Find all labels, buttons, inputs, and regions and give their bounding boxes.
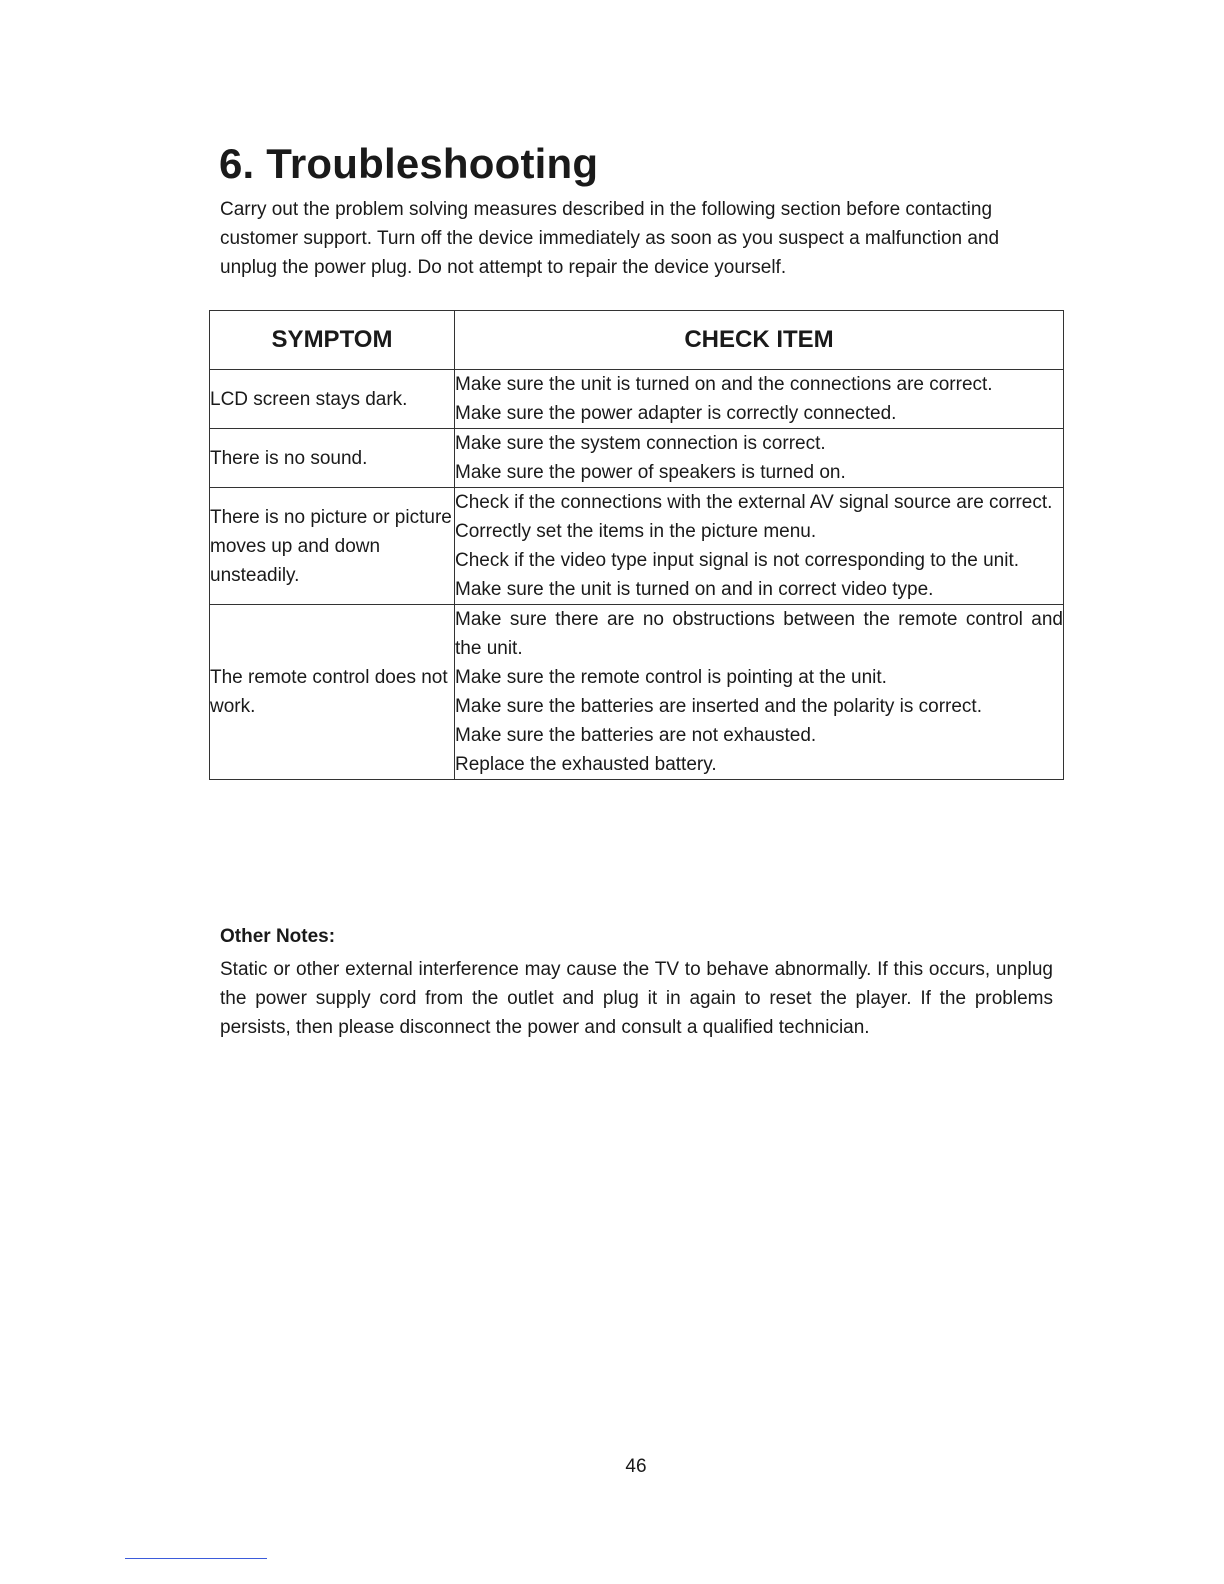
check-item: Check if the connections with the external AV signal source are correct. — [455, 492, 1053, 513]
check-item: Make sure the batteries are inserted and the polarity is correct. — [455, 696, 982, 717]
check-cell — [455, 429, 1064, 488]
intro-paragraph: Carry out the problem solving measures described in the following section before contacting customer support. Turn off the device immediately as soon as you suspect a malfunction and unplug the power plug. Do not attempt to repair the device yourself. — [220, 199, 1000, 278]
table-row — [210, 429, 1064, 488]
check-item-column-header: CHECK ITEM — [455, 311, 1064, 370]
symptom-cell: There is no sound. — [210, 429, 455, 488]
symptom-column-header: SYMPTOM — [210, 311, 455, 370]
table-header-row — [210, 311, 1064, 370]
table-row — [210, 370, 1064, 429]
check-item: Replace the exhausted battery. — [455, 754, 717, 775]
check-item: Make sure the power of speakers is turned on. — [455, 462, 846, 483]
table-row — [210, 488, 1064, 605]
check-cell — [455, 605, 1064, 780]
troubleshooting-table — [209, 310, 1064, 780]
check-item: Make sure the system connection is correct. — [455, 433, 826, 454]
symptom-cell: LCD screen stays dark. — [210, 370, 455, 429]
footer-rule — [125, 1558, 267, 1559]
check-cell — [455, 370, 1064, 429]
check-item: Make sure there are no obstructions between the remote control and the unit. — [455, 609, 1063, 659]
check-item: Make sure the unit is turned on and the connections are correct. — [455, 374, 993, 395]
symptom-cell: The remote control does not work. — [210, 605, 455, 780]
check-item: Make sure the unit is turned on and in correct video type. — [455, 579, 934, 600]
page-number: 46 — [625, 1456, 647, 1477]
table-row — [210, 605, 1064, 780]
other-notes-title: Other Notes: — [220, 926, 336, 947]
symptom-cell: There is no picture or picture moves up and down unsteadily. — [210, 488, 455, 605]
check-item: Make sure the batteries are not exhausted. — [455, 725, 817, 746]
check-item: Correctly set the items in the picture menu. — [455, 521, 817, 542]
check-item: Check if the video type input signal is not corresponding to the unit. — [455, 550, 1020, 571]
check-cell — [455, 488, 1064, 605]
check-item: Make sure the power adapter is correctly connected. — [455, 403, 897, 424]
check-item: Make sure the remote control is pointing at the unit. — [455, 667, 887, 688]
other-notes-body: Static or other external interference may cause the TV to behave abnormally. If this occurs, unplug the power supply cord from the outlet and plug it in again to reset the player. If the problems persists, then please disconnect the power and consult a qualified technician. — [220, 959, 1053, 1038]
page-title: 6. Troubleshooting — [219, 140, 599, 187]
